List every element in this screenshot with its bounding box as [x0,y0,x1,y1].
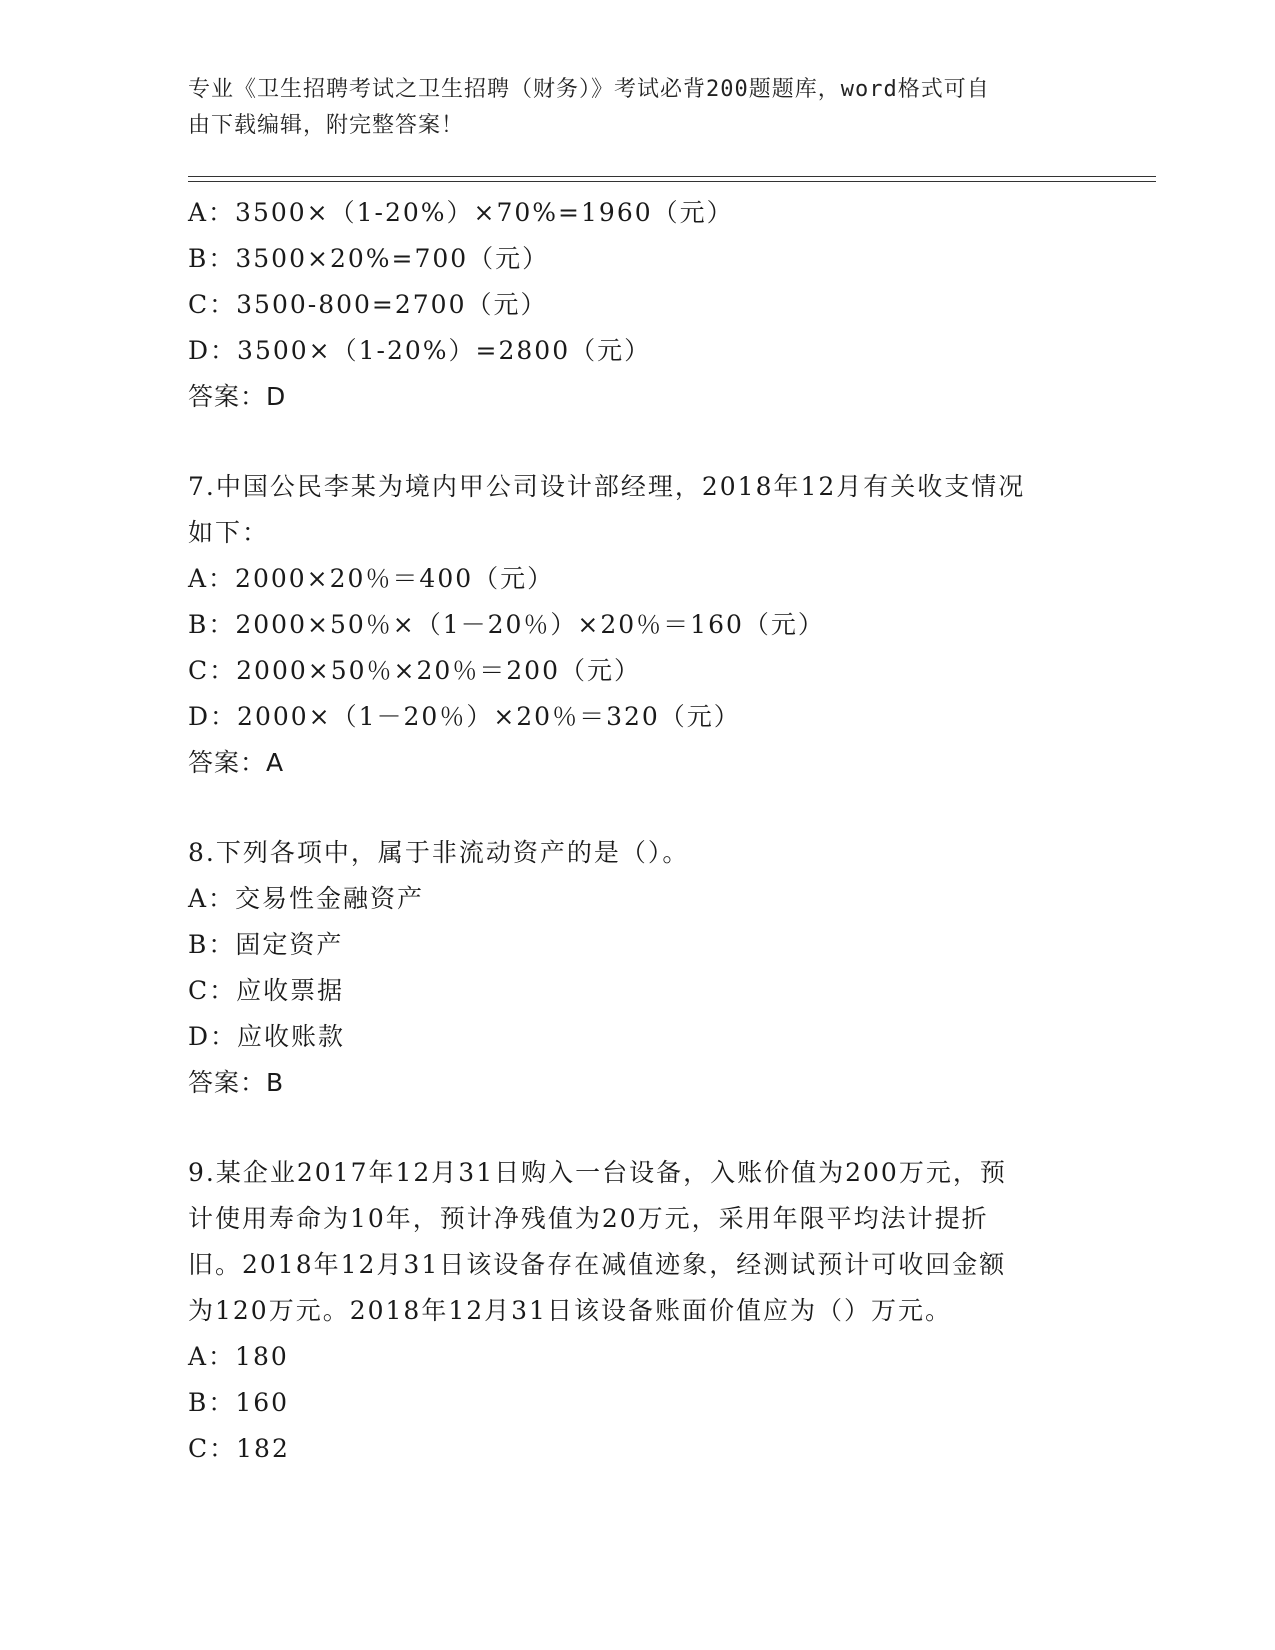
spacer [188,786,1088,830]
question-text: 计使用寿命为10年，预计净残值为20万元，采用年限平均法计提折 [188,1204,989,1233]
document-header [188,72,1068,144]
option-c: C：182 [188,1434,290,1463]
answer: 答案：B [188,1068,285,1097]
option-a: A：2000×20％＝400（元） [188,564,555,593]
option-c: C：应收票据 [188,976,345,1005]
option-d: D：应收账款 [188,1022,346,1051]
option-d: D：2000×（1－20％）×20％＝320（元） [188,702,741,731]
question-text: 8.下列各项中，属于非流动资产的是（）。 [188,838,690,867]
question-text: 旧。2018年12月31日该设备存在减值迹象，经测试预计可收回金额 [188,1250,1007,1279]
question-text: 为120万元。2018年12月31日该设备账面价值应为（）万元。 [188,1296,952,1325]
question-7 [188,464,1088,786]
question-text: 如下： [188,518,270,547]
option-c: C：3500-800=2700（元） [188,290,548,319]
header-divider [188,176,1156,182]
spacer [188,1106,1088,1150]
option-a: A：180 [188,1342,289,1371]
header-line-1: 专业《卫生招聘考试之卫生招聘（财务）》考试必背200题题库，word格式可自 [188,77,990,102]
question-9 [188,1150,1088,1472]
question-6-continued [188,190,1088,420]
document-body [188,190,1088,1472]
option-b: B：3500×20%=700（元） [188,244,550,273]
option-a: A：3500×（1-20%）×70%=1960（元） [188,198,734,227]
answer: 答案：D [188,382,287,411]
option-b: B：固定资产 [188,930,344,959]
option-d: D：3500×（1-20%）=2800（元） [188,336,652,365]
question-8 [188,830,1088,1106]
spacer [188,420,1088,464]
option-b: B：160 [188,1388,290,1417]
option-c: C：2000×50％×20％＝200（元） [188,656,641,685]
option-b: B：2000×50％×（1－20％）×20％＝160（元） [188,610,825,639]
header-line-2: 由下载编辑，附完整答案！ [188,113,465,138]
answer: 答案：A [188,748,285,777]
option-a: A：交易性金融资产 [188,884,425,913]
question-text: 7.中国公民李某为境内甲公司设计部经理，2018年12月有关收支情况 [188,472,1026,501]
question-text: 9.某企业2017年12月31日购入一台设备，入账价值为200万元，预 [188,1158,1007,1187]
